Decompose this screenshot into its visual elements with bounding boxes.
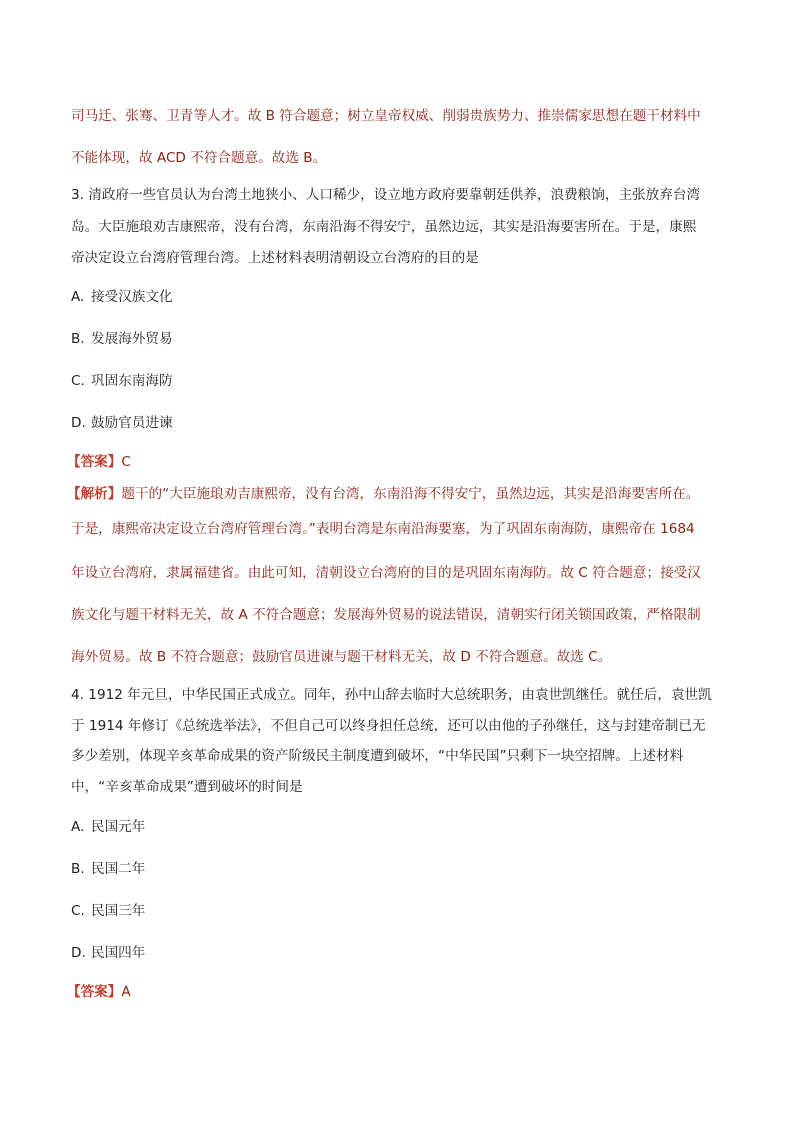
option-letter: D. [71, 415, 86, 431]
q4-stem-line-2: 于 1914 年修订《总统选举法》，不但自己可以终身担任总统，还可以由他的子孙继任，这与封建帝制已无 [71, 718, 706, 734]
q3-option-d [71, 413, 173, 433]
q3-option-b [71, 329, 173, 349]
option-letter: A. [71, 289, 85, 305]
answer-value: C [121, 454, 131, 470]
q4-option-a [71, 817, 145, 837]
q3-option-a [71, 287, 173, 307]
option-text: 巩固东南海防 [91, 373, 173, 389]
q3-stem-line-3: 帝决定设立台湾府管理台湾。上述材料表明清朝设立台湾府的目的是 [71, 250, 479, 266]
q3-analysis-line-3: 年设立台湾府，隶属福建省。由此可知，清朝设立台湾府的目的是巩固东南海防。故 C 符合题意；接受汉 [71, 565, 701, 581]
option-text: 民国元年 [91, 819, 146, 835]
q4-option-b [71, 859, 145, 879]
option-letter: D. [71, 945, 86, 961]
q4-answer [67, 982, 131, 1002]
analysis-label: 【解析】 [67, 486, 122, 502]
answer-label: 【答案】 [67, 984, 122, 1000]
q4-stem-line-1: 4. 1912 年元旦，中华民国正式成立。同年，孙中山辞去临时大总统职务，由袁世凯继任。就任后，袁世凯 [71, 687, 712, 703]
option-text: 民国二年 [91, 861, 146, 877]
q3-stem-line-2: 岛。大臣施琅劝吉康熙帝，没有台湾，东南沿海不得安宁，虽然边远，其实是沿海要害所在。于是，康熙 [71, 219, 697, 235]
prev-explanation-line-1: 司马迁、张骞、卫青等人才。故 B 符合题意；树立皇帝权威、削弱贵族势力、推崇儒家思想在题干材料中 [71, 108, 701, 124]
q4-stem-line-4: 中，“辛亥革命成果”遭到破坏的时间是 [71, 779, 303, 795]
q4-option-d [71, 943, 145, 963]
option-text: 民国四年 [91, 945, 146, 961]
prev-explanation-line-2: 不能体现，故 ACD 不符合题意。故选 B。 [71, 150, 327, 166]
option-text: 民国三年 [91, 903, 146, 919]
q3-analysis-line-4: 族文化与题干材料无关，故 A 不符合题意；发展海外贸易的说法错误，清朝实行闭关锁国政策，严格限制 [71, 607, 701, 623]
option-text: 接受汉族文化 [91, 289, 173, 305]
q3-analysis-line-5: 海外贸易。故 B 不符合题意；鼓励官员进谏与题干材料无关，故 D 不符合题意。故选 C。 [71, 649, 612, 665]
option-letter: B. [71, 331, 85, 347]
q3-analysis-line-1 [67, 484, 699, 504]
option-text: 鼓励官员进谏 [91, 415, 173, 431]
option-letter: C. [71, 373, 85, 389]
option-letter: B. [71, 861, 85, 877]
answer-label: 【答案】 [67, 454, 122, 470]
q3-stem-line-1: 3. 清政府一些官员认为台湾土地狭小、人口稀少，设立地方政府要靠朝廷供养，浪费粮饷，主张放弃台湾 [71, 187, 701, 203]
option-text: 发展海外贸易 [91, 331, 173, 347]
answer-value: A [121, 984, 131, 1000]
q3-option-c [71, 371, 173, 391]
q4-stem-line-3: 多少差别，体现辛亥革命成果的资产阶级民主制度遭到破坏，“中华民国”只剩下一块空招牌。上述材料 [71, 748, 684, 764]
option-letter: C. [71, 903, 85, 919]
q3-analysis-line-2: 于是，康熙帝决定设立台湾府管理台湾。”表明台湾是东南沿海要塞，为了巩固东南海防，康熙帝在 1684 [71, 521, 695, 537]
q3-answer [67, 452, 131, 472]
analysis-text: 题干的“大臣施琅劝吉康熙帝，没有台湾，东南沿海不得安宁，虽然边远，其实是沿海要害所在。 [121, 486, 700, 502]
q4-option-c [71, 901, 145, 921]
option-letter: A. [71, 819, 85, 835]
